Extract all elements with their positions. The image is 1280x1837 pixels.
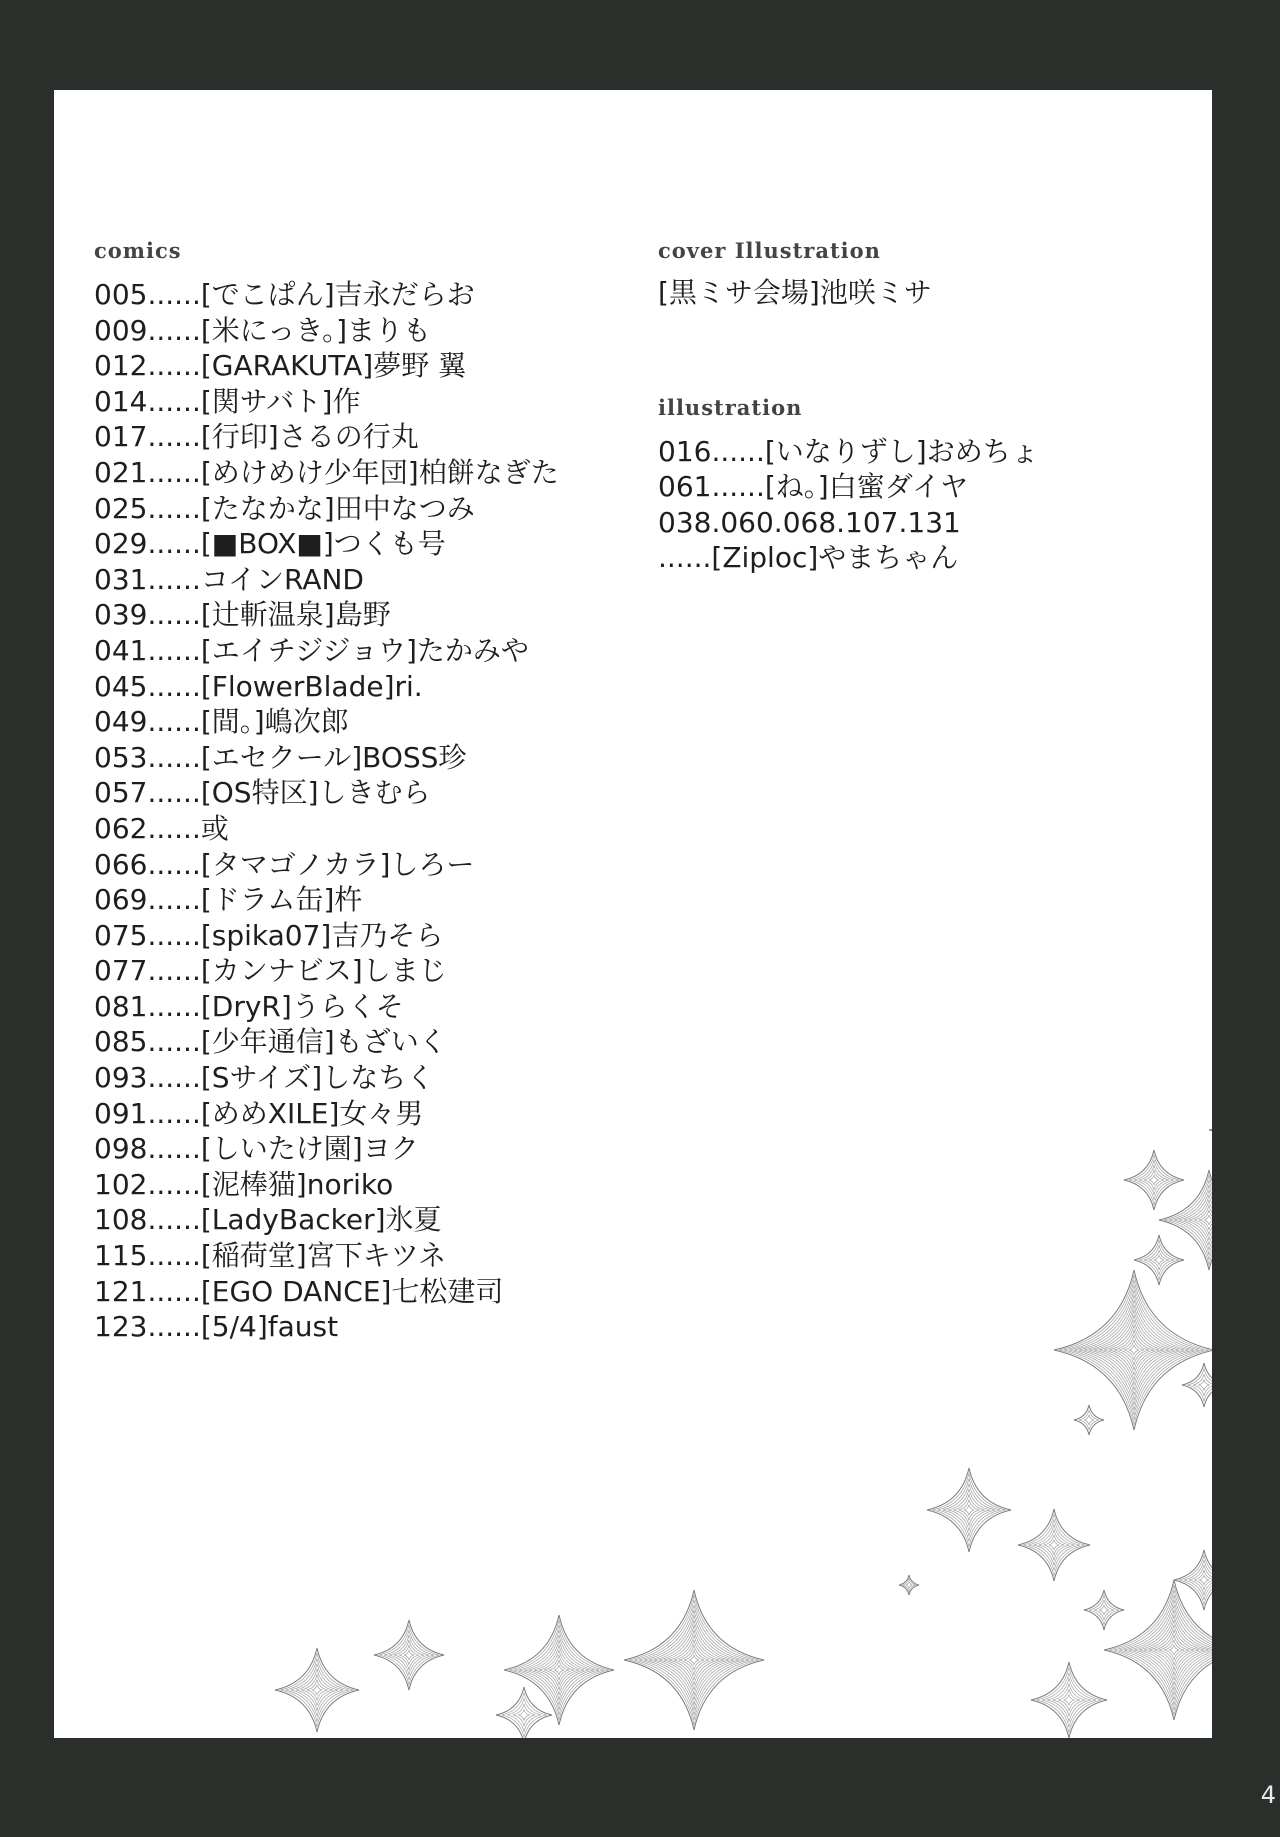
- sparkle-line: [1194, 1570, 1212, 1590]
- sparkle-line: [1144, 1620, 1204, 1680]
- sparkle-line: [384, 1630, 434, 1680]
- cover-credit: [黒ミサ会場]池咲ミサ: [658, 276, 932, 309]
- sparkle-line: [953, 1494, 985, 1526]
- comics-entry: 075......[spika07]吉乃そら: [94, 918, 444, 952]
- comics-entry: 025......[たなかな]田中なつみ: [94, 491, 475, 525]
- sparkle-line: [902, 1578, 915, 1591]
- sparkle-icon: [1182, 1363, 1212, 1407]
- sparkle-line: [1194, 1205, 1212, 1235]
- sparkle-line: [1184, 1195, 1212, 1245]
- comics-entry: 062......或: [94, 811, 229, 845]
- illustration-entry: 016......[いなりずし]おめちょ: [658, 434, 1039, 468]
- sparkle-line: [664, 1630, 724, 1690]
- comics-heading: comics: [94, 238, 182, 263]
- comics-entry: 085......[少年通信]もざいく: [94, 1025, 447, 1059]
- sparkle-line: [1104, 1320, 1164, 1380]
- sparkle-line: [629, 1595, 759, 1725]
- sparkle-line: [286, 1659, 349, 1722]
- sparkle-line: [1119, 1335, 1149, 1365]
- sparkle-icon: [899, 1575, 919, 1595]
- sparkle-line: [1042, 1673, 1096, 1727]
- comics-entry: 069......[ドラム缶]杵: [94, 883, 363, 917]
- comics-entry: 098......[しいたけ園]ヨク: [94, 1132, 419, 1166]
- comics-entry: 121......[EGO DANCE]七松建司: [94, 1274, 504, 1308]
- illustration-heading: illustration: [658, 394, 803, 420]
- sparkle-icon: [1209, 1105, 1212, 1155]
- sparkle-line: [1134, 1610, 1212, 1690]
- sparkle-line: [649, 1615, 739, 1705]
- sparkle-line: [301, 1674, 333, 1706]
- comics-entry: 029......[■BOX■]つくも号: [94, 527, 446, 561]
- sparkle-line: [634, 1600, 754, 1720]
- content-page: [54, 90, 1212, 1738]
- sparkle-line: [1129, 1605, 1212, 1695]
- comics-entry: 039......[辻斬温泉]島野: [94, 598, 391, 632]
- comics-entry: 102......[泥棒猫]noriko: [94, 1167, 394, 1201]
- sparkle-line: [1149, 1625, 1199, 1675]
- sparkle-line: [394, 1640, 424, 1670]
- comics-entry: 123......[5/4]faust: [94, 1310, 339, 1344]
- sparkle-icon: [927, 1468, 1011, 1552]
- sparkle-line: [1089, 1595, 1119, 1625]
- sparkle-line: [1069, 1285, 1199, 1415]
- comics-entry: 049......[間。]嶋次郎: [94, 705, 349, 739]
- comics-entry: 077......[カンナビス]しまじ: [94, 954, 447, 988]
- sparkle-icon: [1124, 1150, 1184, 1210]
- comics-entry: 021......[めけめけ少年団]柏餅なぎた: [94, 455, 559, 489]
- sparkle-icon: [1134, 1235, 1184, 1285]
- comics-entry: 091......[めめXILE]女々男: [94, 1096, 424, 1130]
- comics-entry: 041......[エイチジジョウ]たかみや: [94, 633, 529, 667]
- illustration-entry: 038.060.068.107.131: [658, 505, 961, 539]
- comics-entry: 031......コインRAND: [94, 562, 364, 596]
- comics-entry: 017......[行印]さるの行丸: [94, 420, 419, 454]
- sparkle-line: [1114, 1590, 1212, 1710]
- sparkle-line: [529, 1640, 589, 1700]
- sparkle-line: [1023, 1514, 1085, 1576]
- sparkle-line: [1079, 1410, 1099, 1430]
- comics-entry: 057......[OS特区]しきむら: [94, 776, 431, 810]
- comics-entry: 115......[稲荷堂]宮下キツネ: [94, 1239, 447, 1273]
- comics-entry: 005......[でこぱん]吉永だらお: [94, 278, 475, 311]
- comics-entry: 066......[タマゴノカラ]しろー: [94, 847, 475, 881]
- sparkle-line: [1053, 1684, 1086, 1717]
- sparkle-line: [379, 1625, 439, 1685]
- sparkle-line: [1089, 1305, 1179, 1395]
- sparkle-line: [654, 1620, 734, 1700]
- sparkle-line: [1129, 1155, 1179, 1205]
- sparkle-line: [507, 1698, 541, 1732]
- sparkle-line: [519, 1630, 599, 1710]
- sparkle-icon: [1074, 1405, 1104, 1435]
- comics-entry: 093......[Sサイズ]しなちく: [94, 1061, 435, 1095]
- sparkle-line: [1159, 1635, 1189, 1665]
- comics-entry: 053......[エセクール]BOSS珍: [94, 740, 467, 774]
- sparkle-line: [291, 1664, 344, 1717]
- comics-entry: 014......[関サバト]作: [94, 384, 361, 418]
- sparkle-line: [1059, 1275, 1209, 1425]
- comics-entry: 045......[FlowerBlade]ri.: [94, 669, 423, 703]
- comics-entry: 012......[GARAKUTA]夢野 翼: [94, 349, 467, 383]
- illustration-entry: 061......[ね。]白蜜ダイヤ: [658, 470, 969, 504]
- illustration-entry: ......[Ziploc]やまちゃん: [658, 541, 959, 575]
- comics-entry: 108......[LadyBacker]氷夏: [94, 1203, 442, 1237]
- sparkle-line: [1039, 1530, 1070, 1561]
- sparkle-line: [679, 1645, 709, 1675]
- sparkle-line: [534, 1645, 584, 1695]
- sparkle-line: [1036, 1667, 1101, 1732]
- sparkle-line: [1144, 1245, 1174, 1275]
- comics-entry: 081......[DryR]うらくそ: [94, 989, 404, 1023]
- page-number: 4: [1260, 1781, 1276, 1809]
- sparkle-line: [938, 1479, 1001, 1542]
- sparkle-line: [669, 1635, 719, 1685]
- sparkle-line: [1074, 1290, 1194, 1410]
- sparkle-line: [1094, 1310, 1174, 1390]
- comics-entry: 009......[米にっき。]まりも: [94, 313, 432, 347]
- sparkle-line: [544, 1655, 574, 1685]
- sparkle-line: [943, 1484, 996, 1537]
- sparkle-line: [1109, 1325, 1159, 1375]
- sparkle-icon: [275, 1648, 359, 1732]
- sparkle-line: [1028, 1519, 1079, 1570]
- cover-heading: cover Illustration: [658, 238, 881, 263]
- sparkle-decoration: [54, 90, 1212, 1738]
